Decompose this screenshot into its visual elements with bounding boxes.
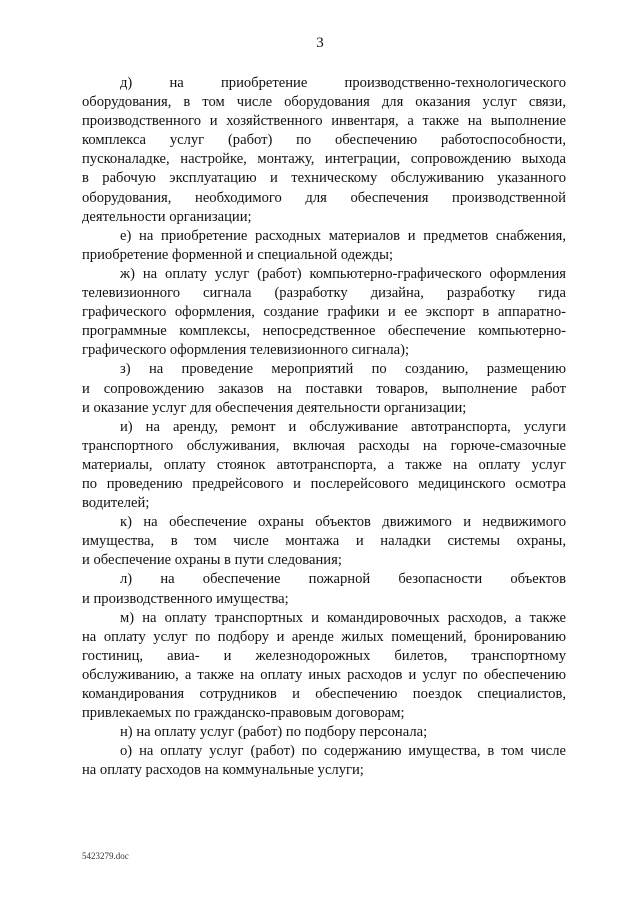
text-line: м) на оплату транспортных и командировочных расходов, а также xyxy=(120,609,566,626)
text-line: з) на проведение мероприятий по созданию, размещению xyxy=(120,361,566,378)
text-line: обслуживанию, а также на оплату иных расходов и услуг по обеспечению xyxy=(82,666,566,683)
text-line: программные комплексы, непосредственное обеспечение компьютерно- xyxy=(82,323,566,340)
paragraph-m xyxy=(82,609,566,724)
text-line: ж) на оплату услуг (работ) компьютерно-графического оформления xyxy=(120,265,566,282)
text-line: и) на аренду, ремонт и обслуживание автотранспорта, услуги xyxy=(120,418,566,435)
paragraph-n xyxy=(82,723,566,742)
paragraph-k xyxy=(82,513,566,570)
text-line: транспортного обслуживания, включая расходы на горюче-смазочные xyxy=(82,437,566,454)
text-line: и сопровождению заказов на поставки товаров, выполнение работ xyxy=(82,380,566,397)
text-line: о) на оплату услуг (работ) по содержанию имущества, в том числе xyxy=(120,743,566,760)
text-line: на оплату расходов на коммунальные услуги; xyxy=(82,762,364,779)
text-line: оборудования, необходимого для обеспечения производственной xyxy=(82,189,566,206)
paragraph-i xyxy=(82,418,566,513)
text-line: к) на обеспечение охраны объектов движимого и недвижимого xyxy=(120,514,566,531)
page-number: 3 xyxy=(316,35,324,51)
paragraph-d xyxy=(82,74,566,227)
text-line: деятельности организации; xyxy=(82,208,252,225)
text-line: д) на приобретение производственно-технологического xyxy=(120,75,566,91)
text-line: в рабочую эксплуатацию и техническому обслуживанию указанного xyxy=(82,170,566,187)
paragraph-zh xyxy=(82,265,566,360)
text-line: и производственного имущества; xyxy=(82,590,289,607)
text-line: привлекаемых по гражданско-правовым договорам; xyxy=(82,705,405,722)
text-line: н) на оплату услуг (работ) по подбору персонала; xyxy=(120,724,428,741)
text-line: имущества, в том числе монтажа и наладки системы охраны, xyxy=(82,533,566,550)
text-line: материалы, оплату стоянок автотранспорта, а также на оплату услуг xyxy=(82,456,566,473)
footer-filename: 5423279.doc xyxy=(82,851,129,861)
text-line: графического оформления, создание графики и ее экспорт в аппаратно- xyxy=(82,304,566,321)
paragraph-z xyxy=(82,360,566,417)
text-line: и обеспечение охраны в пути следования; xyxy=(82,552,342,569)
text-line: гостиниц, авиа- и железнодорожных билетов, транспортному xyxy=(82,647,566,664)
text-line: на оплату услуг по подбору и аренде жилых помещений, бронированию xyxy=(82,628,566,645)
text-line: телевизионного сигнала (разработку дизайна, разработку гида xyxy=(82,285,566,302)
text-line: и оказание услуг для обеспечения деятельности организации; xyxy=(82,399,467,416)
text-line: е) на приобретение расходных материалов и предметов снабжения, xyxy=(120,227,566,244)
text-line: комплекса услуг (работ) по обеспечению работоспособности, xyxy=(82,132,566,149)
text-line: по проведению предрейсового и послерейсового медицинского осмотра xyxy=(82,475,566,492)
text-line: л) на обеспечение пожарной безопасности объектов xyxy=(120,571,566,588)
text-line: водителей; xyxy=(82,495,150,512)
paragraph-e xyxy=(82,227,566,265)
text-line: пусконаладке, настройке, монтажу, интеграции, сопровождению выхода xyxy=(82,151,566,168)
paragraph-l xyxy=(82,570,566,608)
text-line: оборудования, в том числе оборудования для оказания услуг связи, xyxy=(82,94,566,111)
paragraph-o xyxy=(82,742,566,780)
text-line: приобретение форменной и специальной одежды; xyxy=(82,246,394,263)
text-line: графического оформления телевизионного сигнала); xyxy=(82,342,410,359)
document-body xyxy=(82,74,566,780)
text-line: командирования сотрудников и обеспечению поездок специалистов, xyxy=(82,686,566,702)
text-line: производственного и хозяйственного инвентаря, а также на выполнение xyxy=(82,113,566,130)
